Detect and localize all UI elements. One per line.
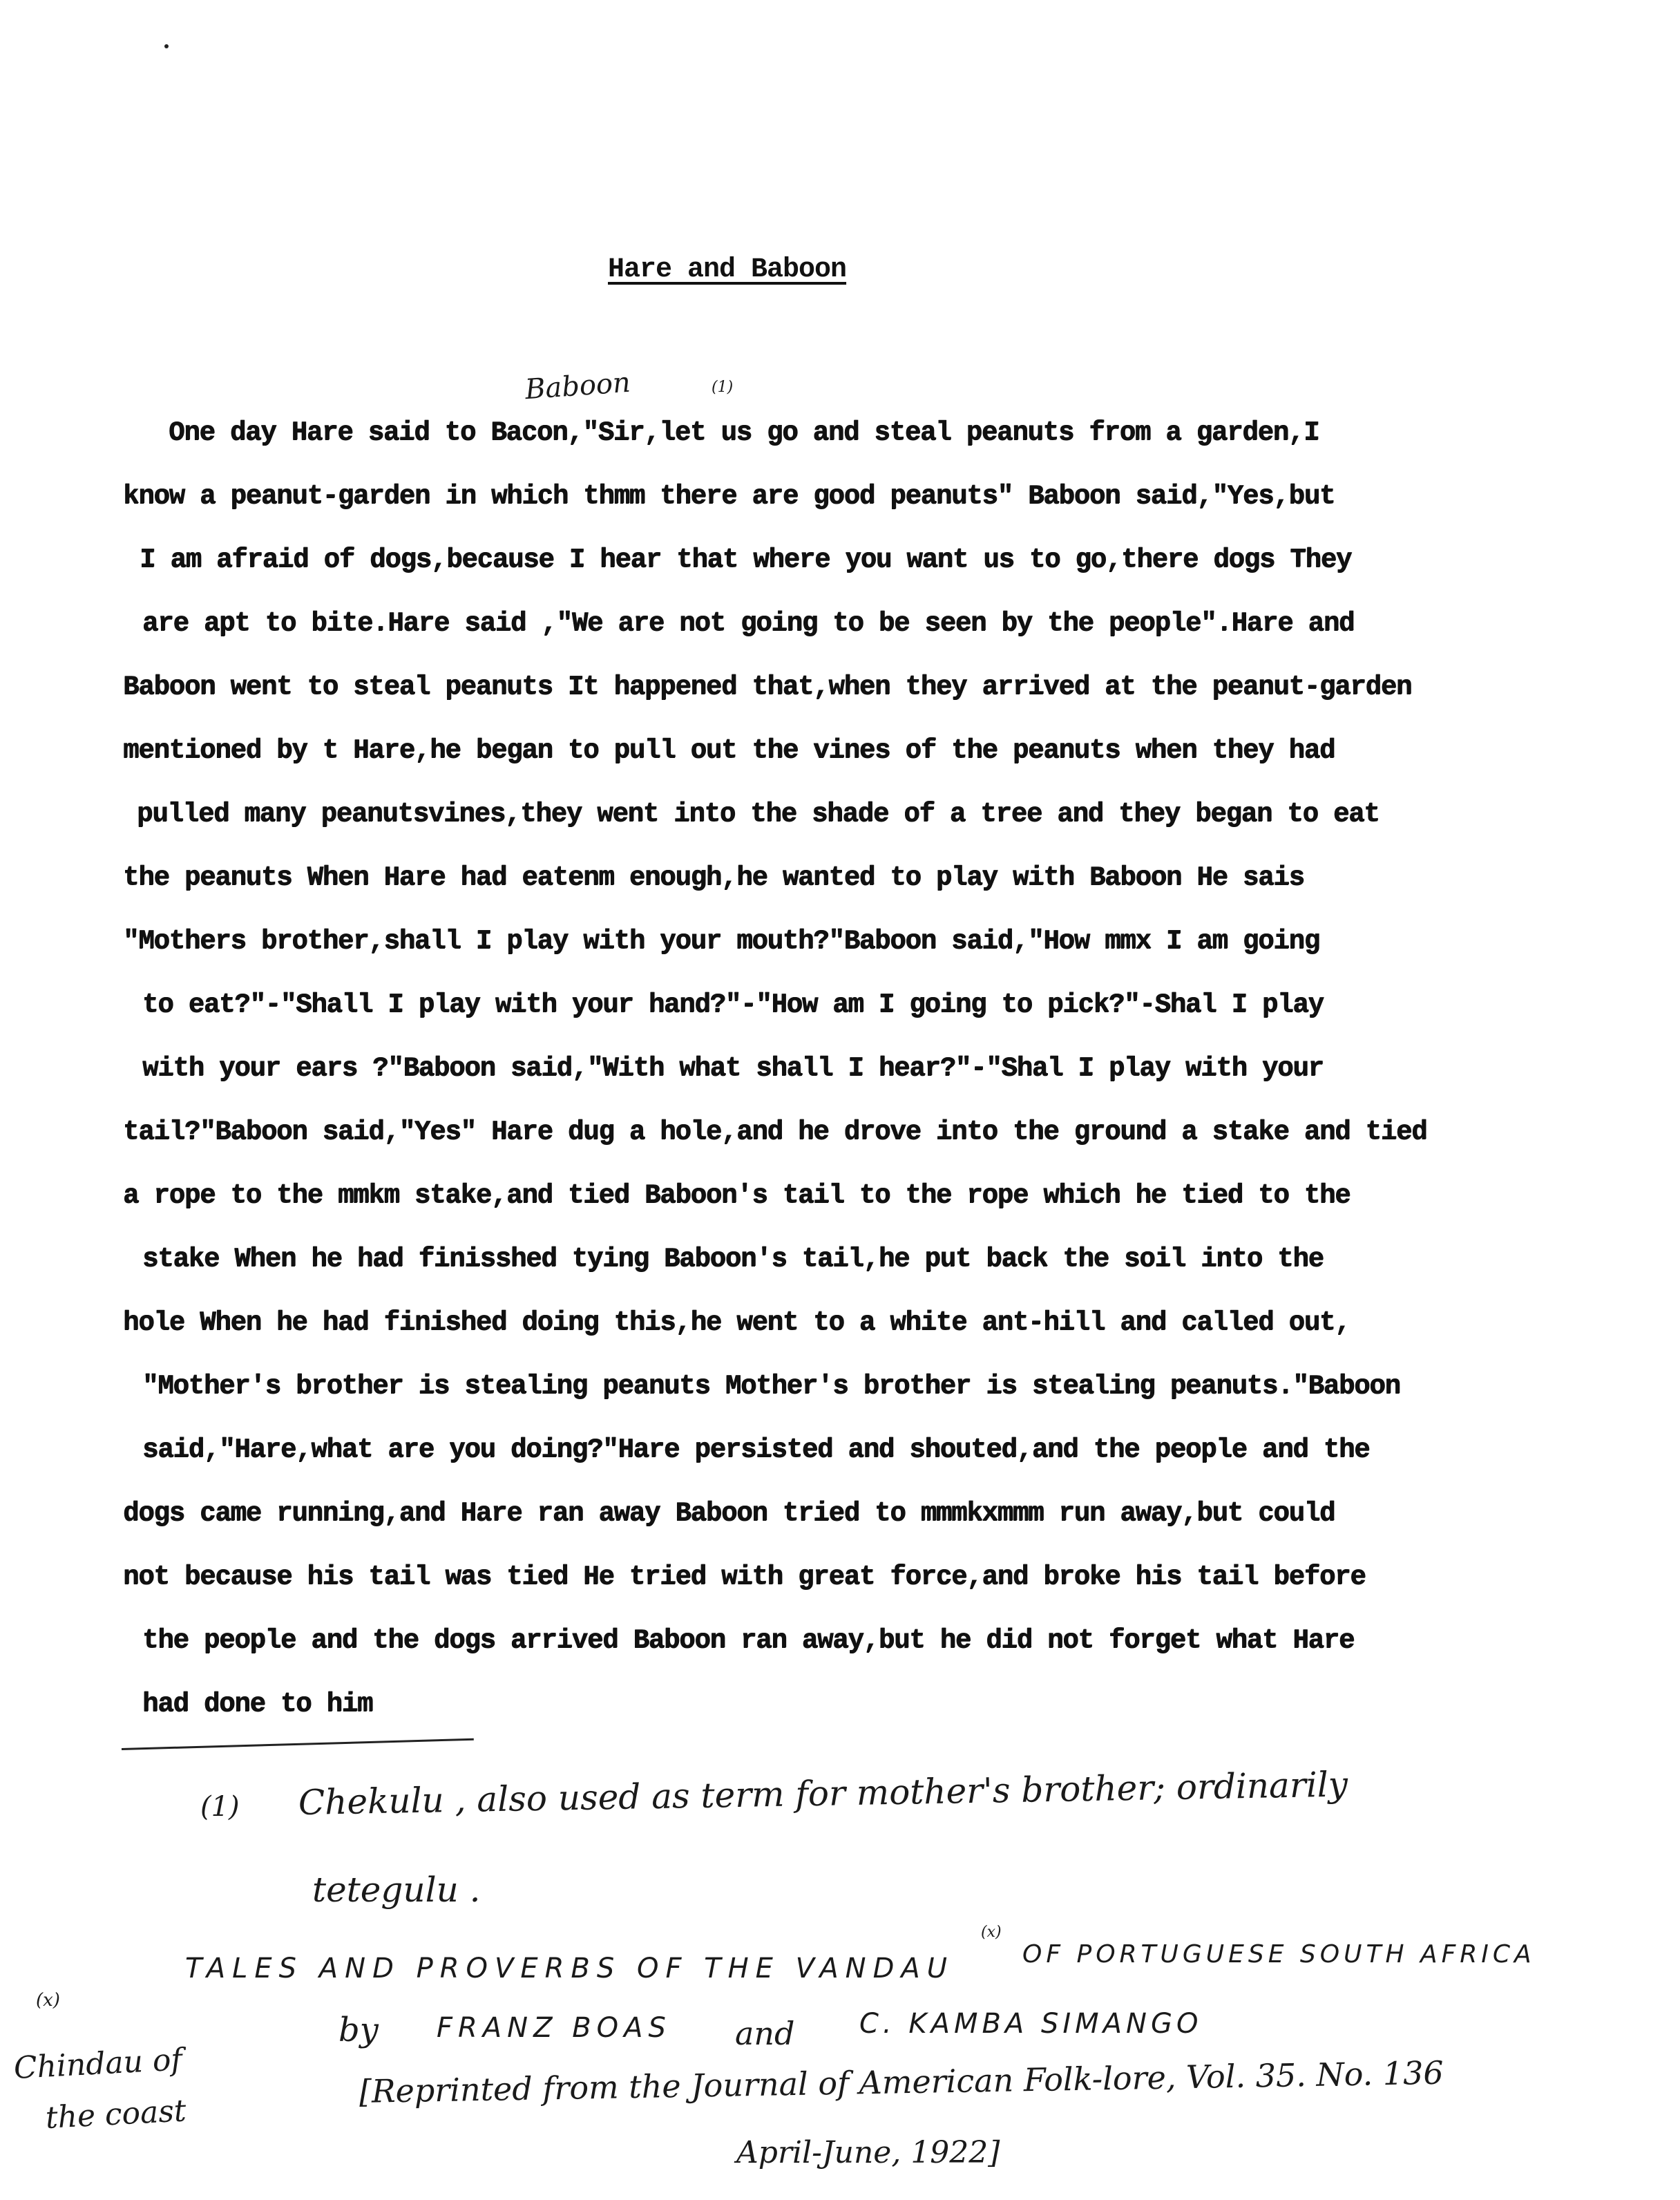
footnote-divider — [122, 1738, 474, 1750]
source-author-1: FRANZ BOAS — [437, 2012, 671, 2044]
margin-note-line-2: the coast — [44, 2093, 187, 2136]
text-line: to eat?"-"Shall I play with your hand?"-"How am I going to pick?"-Shal I play — [142, 989, 1324, 1020]
text-line: "Mothers brother,shall I play with your mouth?"Baboon said,"How mmx I am going — [123, 926, 1319, 956]
source-title-rest: OF PORTUGUESE SOUTH AFRICA — [1022, 1940, 1536, 1969]
source-title: TALES AND PROVERBS OF THE VANDAU — [185, 1953, 955, 1984]
text-line: are apt to bite.Hare said ,"We are not going to be seen by the people".Hare and — [142, 608, 1355, 638]
story-title: Hare and Baboon — [608, 254, 847, 285]
source-title-marker: (x) — [981, 1924, 1002, 1941]
footnote-number: (1) — [200, 1791, 240, 1823]
text-line: tail?"Baboon said,"Yes" Hare dug a hole,and he drove into the ground a stake and tied — [123, 1117, 1427, 1147]
source-author-2: C. KAMBA SIMANGO — [859, 2008, 1203, 2040]
text-line: One day Hare said to Bacon,"Sir,let us go and steal peanuts from a garden,I — [169, 417, 1319, 448]
footnote-line-1: Chekulu , also used as term for mother's brother; ordinarily — [298, 1764, 1348, 1823]
text-line: "Mother's brother is stealing peanuts Mother's brother is stealing peanuts."Baboon — [142, 1371, 1400, 1401]
text-line: the people and the dogs arrived Baboon ran away,but he did not forget what Hare — [142, 1625, 1355, 1656]
source-by: by — [338, 2011, 379, 2049]
text-line: hole When he had finished doing this,he went to a white ant-hill and called out, — [123, 1307, 1350, 1338]
text-line: had done to him — [142, 1689, 373, 1719]
text-line: not because his tail was tied He tried with great force,and broke his tail before — [123, 1562, 1366, 1592]
text-line: the peanuts When Hare had eatenm enough,he wanted to play with Baboon He sais — [123, 862, 1304, 893]
text-line: stake When he had finisshed tying Baboon's tail,he put back the soil into the — [142, 1244, 1324, 1274]
text-line: mentioned by t Hare,he began to pull out the vines of the peanuts when they had — [123, 735, 1335, 766]
handwritten-insertion: Baboon — [524, 366, 632, 406]
reprint-line-1: [Reprinted from the Journal of American Folk-lore, Vol. 35. No. 136 — [359, 2054, 1444, 2110]
text-line: I am afraid of dogs,because I hear that where you want us to go,there dogs They — [140, 544, 1352, 575]
text-line: Baboon went to steal peanuts It happened that,when they arrived at the peanut-garden — [123, 672, 1412, 702]
text-line: know a peanut-garden in which thmm there are good peanuts" Baboon said,"Yes,but — [123, 481, 1335, 511]
margin-note-marker: (x) — [36, 1990, 60, 2011]
footnote-line-2: tetegulu . — [312, 1870, 481, 1910]
text-line: dogs came running,and Hare ran away Baboon tried to mmmkxmmm run away,but could — [123, 1498, 1335, 1528]
text-line: with your ears ?"Baboon said,"With what shall I hear?"-"Shal I play with your — [142, 1053, 1324, 1083]
reprint-line-2: April-June, 1922] — [736, 2135, 1000, 2170]
text-line: pulled many peanutsvines,they went into the shade of a tree and they began to eat — [137, 799, 1380, 829]
insertion-footnote-marker: (1) — [712, 379, 734, 396]
text-line: a rope to the mmkm stake,and tied Baboon's tail to the rope which he tied to the — [123, 1180, 1350, 1211]
source-and: and — [735, 2015, 795, 2052]
margin-note-line-1: Chindau of — [12, 2042, 183, 2086]
ink-speck — [164, 44, 169, 48]
text-line: said,"Hare,what are you doing?"Hare persisted and shouted,and the people and the — [142, 1434, 1370, 1465]
